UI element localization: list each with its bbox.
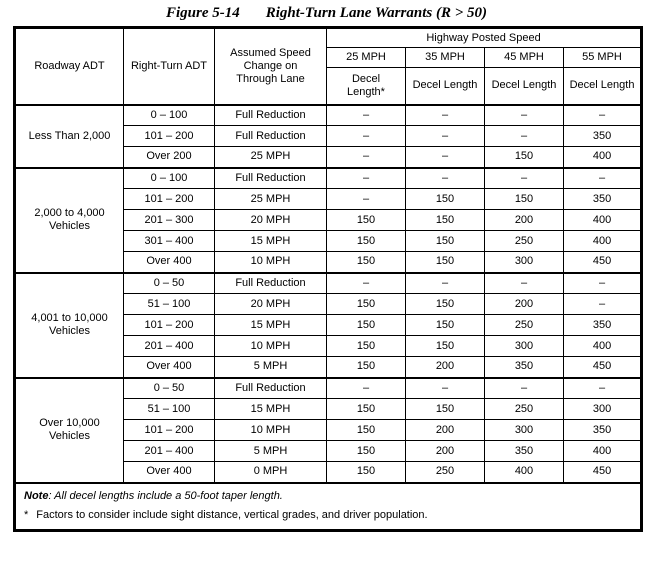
decel-25mph-cell: 150 <box>327 357 406 378</box>
decel-55mph-cell: 350 <box>564 315 642 336</box>
decel-55mph-cell: 450 <box>564 462 642 483</box>
col-header-decel-length-35-label: Decel Length <box>412 79 478 92</box>
footnote-line <box>24 507 632 523</box>
table-body <box>15 105 642 483</box>
speed-change-cell: Full Reduction <box>215 168 327 189</box>
decel-55mph-cell: 300 <box>564 399 642 420</box>
col-header-45mph-label: 45 MPH <box>504 51 544 63</box>
decel-45mph-cell: – <box>485 126 564 147</box>
col-header-decel-length-55 <box>564 68 642 105</box>
figure-name: Right-Turn Lane Warrants (R > 50) <box>265 5 487 21</box>
decel-25mph-cell: 150 <box>327 420 406 441</box>
decel-25mph-cell: – <box>327 168 406 189</box>
speed-change-cell: 25 MPH <box>215 147 327 168</box>
decel-35mph-cell: 200 <box>406 441 485 462</box>
table-row <box>15 105 642 126</box>
speed-change-cell: 15 MPH <box>215 399 327 420</box>
decel-35mph-cell: 200 <box>406 357 485 378</box>
decel-25mph-cell: – <box>327 147 406 168</box>
decel-25mph-cell: 150 <box>327 315 406 336</box>
speed-change-cell: 10 MPH <box>215 420 327 441</box>
decel-35mph-cell: 150 <box>406 336 485 357</box>
col-header-roadway-adt-label: Roadway ADT <box>34 59 105 72</box>
decel-45mph-cell: 350 <box>485 357 564 378</box>
decel-55mph-cell: 450 <box>564 357 642 378</box>
col-header-decel-length-25 <box>327 68 406 105</box>
col-header-55mph <box>564 48 642 68</box>
decel-45mph-cell: 350 <box>485 441 564 462</box>
decel-25mph-cell: 150 <box>327 231 406 252</box>
right-turn-adt-cell: 101 – 200 <box>124 315 215 336</box>
note-text: : All decel lengths include a 50-foot taper length. <box>48 489 283 502</box>
right-turn-adt-cell: 201 – 400 <box>124 336 215 357</box>
speed-change-cell: 20 MPH <box>215 294 327 315</box>
decel-25mph-cell: – <box>327 105 406 126</box>
decel-45mph-cell: 200 <box>485 294 564 315</box>
decel-55mph-cell: – <box>564 105 642 126</box>
speed-change-cell: 25 MPH <box>215 189 327 210</box>
decel-45mph-cell: 300 <box>485 420 564 441</box>
decel-45mph-cell: 400 <box>485 462 564 483</box>
decel-25mph-cell: 150 <box>327 399 406 420</box>
decel-55mph-cell: 400 <box>564 231 642 252</box>
table-footer <box>15 483 642 531</box>
decel-45mph-cell: – <box>485 378 564 399</box>
right-turn-adt-cell: 51 – 100 <box>124 294 215 315</box>
decel-25mph-cell: 150 <box>327 294 406 315</box>
col-header-25mph <box>327 48 406 68</box>
right-turn-adt-cell: 101 – 200 <box>124 420 215 441</box>
decel-45mph-cell: – <box>485 273 564 294</box>
col-header-45mph <box>485 48 564 68</box>
right-turn-adt-cell: Over 200 <box>124 147 215 168</box>
col-header-decel-length-45 <box>485 68 564 105</box>
roadway-adt-group-label: Less Than 2,000 <box>15 105 124 168</box>
col-header-decel-length-25-label: Decel Length* <box>347 72 385 98</box>
right-turn-adt-cell: Over 400 <box>124 252 215 273</box>
col-header-assumed-speed-change-label: Assumed Speed Change on Through Lane <box>230 46 311 85</box>
figure-title <box>13 5 640 22</box>
decel-45mph-cell: 200 <box>485 210 564 231</box>
speed-change-cell: 10 MPH <box>215 336 327 357</box>
decel-25mph-cell: 150 <box>327 441 406 462</box>
right-turn-adt-cell: 0 – 100 <box>124 105 215 126</box>
speed-change-cell: 20 MPH <box>215 210 327 231</box>
speed-change-cell: Full Reduction <box>215 378 327 399</box>
col-header-55mph-label: 55 MPH <box>582 51 622 63</box>
speed-change-cell: Full Reduction <box>215 105 327 126</box>
decel-35mph-cell: 150 <box>406 210 485 231</box>
decel-35mph-cell: 150 <box>406 231 485 252</box>
right-turn-adt-cell: Over 400 <box>124 357 215 378</box>
col-header-35mph-label: 35 MPH <box>425 51 465 63</box>
col-header-decel-length-35 <box>406 68 485 105</box>
decel-35mph-cell: – <box>406 147 485 168</box>
speed-change-cell: 10 MPH <box>215 252 327 273</box>
col-header-right-turn-adt-label: Right-Turn ADT <box>130 59 207 72</box>
right-turn-adt-cell: 201 – 300 <box>124 210 215 231</box>
decel-55mph-cell: – <box>564 378 642 399</box>
col-header-decel-length-45-label: Decel Length <box>491 79 557 92</box>
col-header-decel-length-55-label: Decel Length <box>569 79 635 92</box>
speed-change-cell: 5 MPH <box>215 357 327 378</box>
decel-25mph-cell: – <box>327 378 406 399</box>
decel-45mph-cell: 300 <box>485 336 564 357</box>
decel-25mph-cell: 150 <box>327 210 406 231</box>
roadway-adt-group-label: 4,001 to 10,000 Vehicles <box>15 273 124 378</box>
speed-change-cell: 0 MPH <box>215 462 327 483</box>
decel-45mph-cell: 300 <box>485 252 564 273</box>
decel-45mph-cell: – <box>485 168 564 189</box>
note-line <box>24 488 632 504</box>
roadway-adt-group-label: Over 10,000 Vehicles <box>15 378 124 483</box>
right-turn-adt-cell: 0 – 100 <box>124 168 215 189</box>
decel-45mph-cell: 150 <box>485 189 564 210</box>
decel-45mph-cell: 250 <box>485 315 564 336</box>
col-header-right-turn-adt <box>124 28 215 105</box>
decel-25mph-cell: – <box>327 189 406 210</box>
col-header-roadway-adt <box>15 28 124 105</box>
col-header-35mph <box>406 48 485 68</box>
col-header-assumed-speed-change <box>215 28 327 105</box>
decel-55mph-cell: 400 <box>564 210 642 231</box>
decel-35mph-cell: 250 <box>406 462 485 483</box>
col-header-25mph-label: 25 MPH <box>346 51 386 63</box>
notes-row <box>15 483 642 531</box>
table-header <box>15 28 642 105</box>
table-row <box>15 378 642 399</box>
decel-55mph-cell: 450 <box>564 252 642 273</box>
speed-change-cell: 5 MPH <box>215 441 327 462</box>
decel-35mph-cell: – <box>406 273 485 294</box>
col-header-highway-posted-speed-label: Highway Posted Speed <box>426 31 541 44</box>
right-turn-adt-cell: Over 400 <box>124 462 215 483</box>
decel-35mph-cell: 150 <box>406 189 485 210</box>
decel-35mph-cell: – <box>406 168 485 189</box>
footnote-marker: * <box>24 508 29 521</box>
decel-25mph-cell: 150 <box>327 462 406 483</box>
speed-change-cell: 15 MPH <box>215 315 327 336</box>
table-row <box>15 273 642 294</box>
decel-55mph-cell: – <box>564 273 642 294</box>
speed-change-cell: Full Reduction <box>215 126 327 147</box>
right-turn-adt-cell: 0 – 50 <box>124 378 215 399</box>
decel-35mph-cell: 200 <box>406 420 485 441</box>
decel-55mph-cell: 400 <box>564 147 642 168</box>
decel-35mph-cell: – <box>406 378 485 399</box>
decel-45mph-cell: 150 <box>485 147 564 168</box>
figure-number: Figure 5-14 <box>165 5 240 21</box>
decel-55mph-cell: 350 <box>564 420 642 441</box>
decel-35mph-cell: – <box>406 126 485 147</box>
decel-35mph-cell: 150 <box>406 294 485 315</box>
decel-25mph-cell: – <box>327 273 406 294</box>
right-turn-adt-cell: 51 – 100 <box>124 399 215 420</box>
header-row-top <box>15 28 642 48</box>
right-turn-adt-cell: 0 – 50 <box>124 273 215 294</box>
decel-55mph-cell: – <box>564 294 642 315</box>
right-turn-adt-cell: 201 – 400 <box>124 441 215 462</box>
decel-55mph-cell: 350 <box>564 126 642 147</box>
right-turn-adt-cell: 101 – 200 <box>124 189 215 210</box>
col-header-highway-posted-speed <box>327 28 642 48</box>
decel-45mph-cell: – <box>485 105 564 126</box>
decel-45mph-cell: 250 <box>485 231 564 252</box>
decel-35mph-cell: 150 <box>406 252 485 273</box>
decel-25mph-cell: – <box>327 126 406 147</box>
decel-25mph-cell: 150 <box>327 336 406 357</box>
speed-change-cell: 15 MPH <box>215 231 327 252</box>
speed-change-cell: Full Reduction <box>215 273 327 294</box>
right-turn-lane-warrants-table <box>13 26 643 532</box>
decel-25mph-cell: 150 <box>327 252 406 273</box>
note-label: Note <box>24 489 49 502</box>
decel-45mph-cell: 250 <box>485 399 564 420</box>
right-turn-adt-cell: 301 – 400 <box>124 231 215 252</box>
decel-35mph-cell: 150 <box>406 399 485 420</box>
footnote-text: Factors to consider include sight distance, vertical grades, and driver population. <box>36 508 428 521</box>
decel-35mph-cell: – <box>406 105 485 126</box>
decel-55mph-cell: 400 <box>564 336 642 357</box>
notes-cell <box>15 483 642 531</box>
right-turn-adt-cell: 101 – 200 <box>124 126 215 147</box>
decel-55mph-cell: 350 <box>564 189 642 210</box>
decel-55mph-cell: – <box>564 168 642 189</box>
decel-55mph-cell: 400 <box>564 441 642 462</box>
roadway-adt-group-label: 2,000 to 4,000 Vehicles <box>15 168 124 273</box>
decel-35mph-cell: 150 <box>406 315 485 336</box>
table-row <box>15 168 642 189</box>
